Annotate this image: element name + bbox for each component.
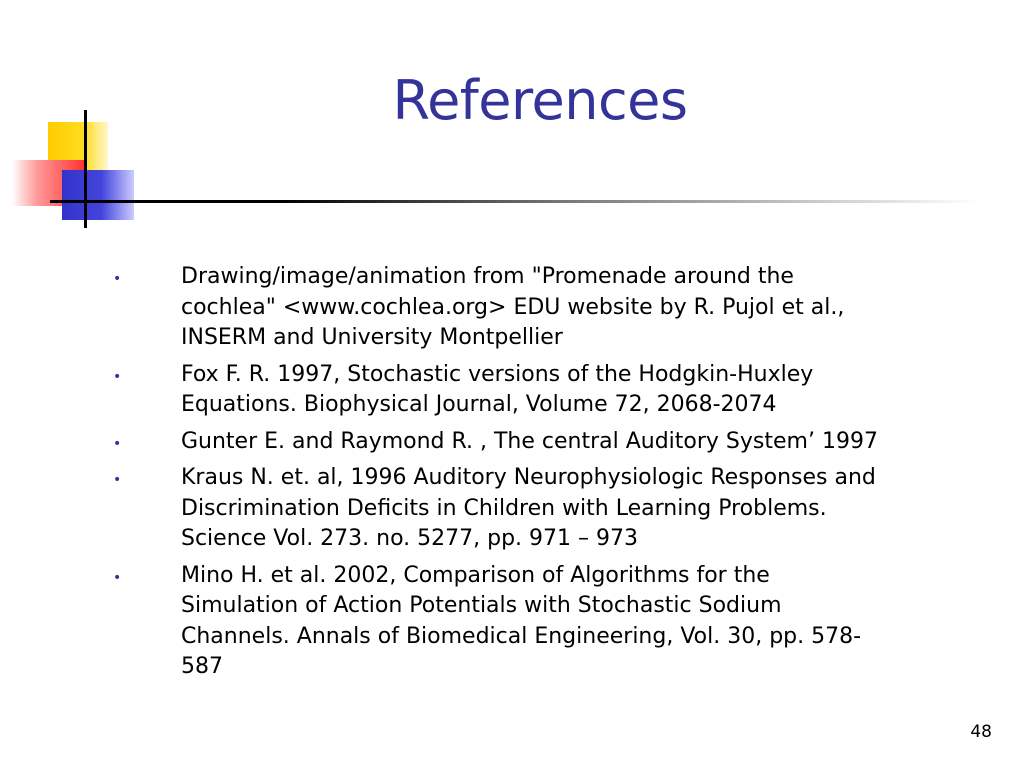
reference-item <box>0 561 1024 683</box>
reference-item <box>0 427 1024 458</box>
reference-list <box>0 262 1024 689</box>
bullet-icon: • <box>113 368 122 385</box>
reference-item <box>0 463 1024 555</box>
reference-text: Drawing/image/animation from "Promenade around the cochlea" <www.cochlea.org> EDU website by R. Pujol et al., INSERM and University Montpellier <box>181 264 845 350</box>
bullet-icon: • <box>113 435 122 452</box>
reference-item <box>0 360 1024 421</box>
reference-text: Fox F. R. 1997, Stochastic versions of the Hodgkin-Huxley Equations. Biophysical Journal, Volume 72, 2068-2074 <box>181 361 814 417</box>
bullet-icon: • <box>113 271 122 287</box>
reference-text: Kraus N. et. al, 1996 Auditory Neurophysiologic Responses and Discrimination Deficits in Children with Learning Problems. Science Vol. 273. no. 5277, pp. 971 – 973 <box>181 465 876 551</box>
bullet-icon: • <box>113 569 122 586</box>
title-divider-line <box>50 200 980 203</box>
reference-text: Gunter E. and Raymond R. , The central Auditory System’ 1997 <box>181 428 878 454</box>
bullet-icon: • <box>113 472 122 488</box>
slide-logo <box>0 0 160 240</box>
logo-vertical-line <box>84 110 87 228</box>
slide-title: References <box>392 69 688 132</box>
reference-item <box>0 262 1024 354</box>
logo-blue-square <box>62 170 134 220</box>
reference-text: Mino H. et al. 2002, Comparison of Algorithms for the Simulation of Action Potentials with Stochastic Sodium Channels. Annals of Biomedical Engineering, Vol. 30, pp. 578- 587 <box>181 562 862 679</box>
page-number: 48 <box>970 722 992 742</box>
